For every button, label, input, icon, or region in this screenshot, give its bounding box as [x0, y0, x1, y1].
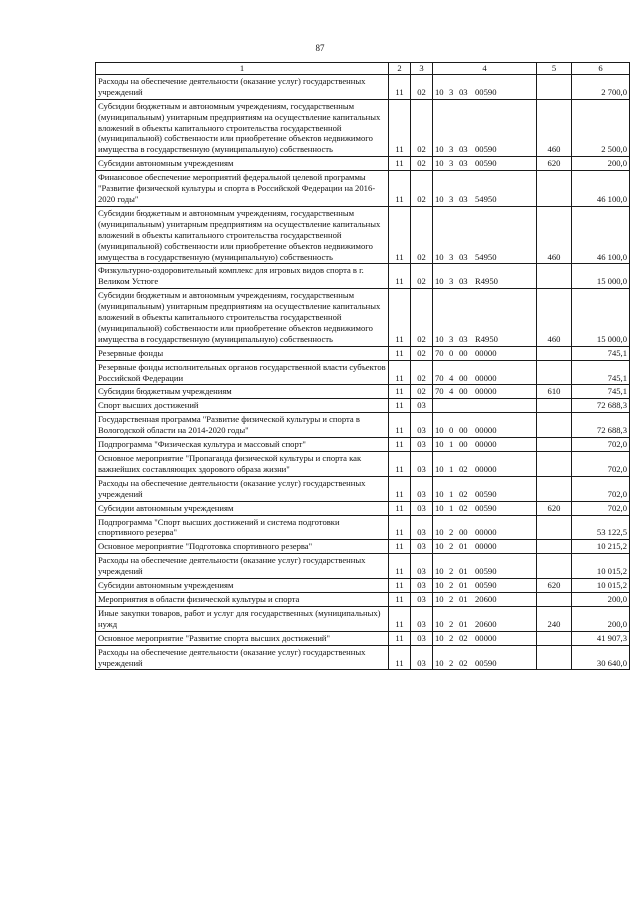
row-target-article — [433, 74, 537, 99]
row-expense-type — [537, 452, 572, 477]
row-subsection: 02 — [411, 99, 433, 157]
row-name: Основное мероприятие "Развитие спорта высших достижений" — [96, 631, 389, 645]
row-section: 11 — [389, 360, 411, 385]
target-article-part: 10 — [435, 463, 444, 474]
target-article-part: 3 — [449, 193, 454, 204]
row-section: 11 — [389, 264, 411, 289]
target-article-part: 00000 — [475, 632, 497, 643]
row-name: Резервные фонды — [96, 346, 389, 360]
row-subsection: 03 — [411, 645, 433, 670]
target-article-part: 10 — [435, 527, 444, 538]
table-row — [96, 385, 630, 399]
row-expense-type — [537, 264, 572, 289]
target-article-part: 10 — [435, 86, 444, 97]
target-article-part: 00000 — [475, 541, 497, 552]
row-expense-type — [537, 645, 572, 670]
page-number: 87 — [315, 43, 325, 53]
target-article-part: 10 — [435, 566, 444, 577]
target-article-part: 54950 — [475, 251, 497, 262]
target-article-part: 03 — [459, 193, 468, 204]
target-article-part: 02 — [459, 502, 468, 513]
table-row — [96, 99, 630, 157]
target-article-part: 2 — [449, 566, 454, 577]
target-article-part: 02 — [459, 463, 468, 474]
target-article-part: 00590 — [475, 580, 497, 591]
table-row — [96, 501, 630, 515]
target-article-part: 01 — [459, 580, 468, 591]
table-row — [96, 645, 630, 670]
target-article-part: 3 — [449, 144, 454, 155]
table-row — [96, 606, 630, 631]
row-expense-type — [537, 476, 572, 501]
row-subsection: 02 — [411, 360, 433, 385]
row-section: 11 — [389, 554, 411, 579]
row-target-article — [433, 413, 537, 438]
target-article-part: 10 — [435, 618, 444, 629]
target-article-part: 10 — [435, 488, 444, 499]
row-section: 11 — [389, 606, 411, 631]
row-section: 11 — [389, 452, 411, 477]
target-article-part: 00590 — [475, 144, 497, 155]
target-article-part: 00590 — [475, 502, 497, 513]
row-sum: 10 215,2 — [572, 540, 630, 554]
row-target-article — [433, 438, 537, 452]
target-article-part: 00590 — [475, 566, 497, 577]
row-section: 11 — [389, 206, 411, 264]
target-article-part: 00 — [459, 372, 468, 383]
row-section: 11 — [389, 438, 411, 452]
row-sum: 10 015,2 — [572, 554, 630, 579]
row-target-article — [433, 476, 537, 501]
target-article-part: 1 — [449, 463, 454, 474]
target-article-part: 01 — [459, 566, 468, 577]
target-article-part: 10 — [435, 276, 444, 287]
row-name: Субсидии бюджетным учреждениям — [96, 385, 389, 399]
row-sum: 2 500,0 — [572, 99, 630, 157]
target-article-part: 10 — [435, 251, 444, 262]
row-target-article — [433, 515, 537, 540]
target-article-part: 1 — [449, 439, 454, 450]
row-expense-type — [537, 346, 572, 360]
row-subsection: 03 — [411, 476, 433, 501]
target-article-part: 54950 — [475, 193, 497, 204]
target-article-part: 03 — [459, 144, 468, 155]
target-article-part: 3 — [449, 86, 454, 97]
row-subsection: 03 — [411, 540, 433, 554]
target-article-part: 4 — [449, 372, 454, 383]
target-article-part: 00000 — [475, 463, 497, 474]
target-article-part: 00 — [459, 527, 468, 538]
row-name: Субсидии автономным учреждениям — [96, 157, 389, 171]
row-expense-type — [537, 592, 572, 606]
row-name: Расходы на обеспечение деятельности (оказание услуг) государственных учреждений — [96, 74, 389, 99]
row-section: 11 — [389, 515, 411, 540]
row-subsection: 03 — [411, 438, 433, 452]
row-target-article — [433, 540, 537, 554]
target-article-part: 02 — [459, 632, 468, 643]
row-subsection: 02 — [411, 264, 433, 289]
row-name: Расходы на обеспечение деятельности (оказание услуг) государственных учреждений — [96, 476, 389, 501]
row-target-article — [433, 385, 537, 399]
target-article-part: 01 — [459, 541, 468, 552]
target-article-part: 00000 — [475, 439, 497, 450]
budget-table — [95, 62, 630, 670]
row-target-article — [433, 206, 537, 264]
row-expense-type — [537, 438, 572, 452]
row-name: Основное мероприятие "Пропаганда физической культуры и спорта как важнейших составляющих здорового образа жизни" — [96, 452, 389, 477]
target-article-part: 00 — [459, 439, 468, 450]
row-sum: 10 015,2 — [572, 579, 630, 593]
column-number: 1 — [96, 63, 389, 75]
target-article-part: 10 — [435, 593, 444, 604]
row-expense-type: 620 — [537, 501, 572, 515]
row-section: 11 — [389, 74, 411, 99]
target-article-part: 00590 — [475, 488, 497, 499]
row-target-article — [433, 399, 537, 413]
row-name: Финансовое обеспечение мероприятий федеральной целевой программы "Развитие физической культуры и спорта в Российской Федерации на 2016-2020 годы" — [96, 171, 389, 207]
table-row — [96, 157, 630, 171]
row-subsection: 02 — [411, 289, 433, 347]
row-expense-type — [537, 631, 572, 645]
row-expense-type: 460 — [537, 289, 572, 347]
column-number: 4 — [433, 63, 537, 75]
row-target-article — [433, 631, 537, 645]
table-row — [96, 592, 630, 606]
row-target-article — [433, 99, 537, 157]
table-row — [96, 554, 630, 579]
row-target-article — [433, 501, 537, 515]
target-article-part: 1 — [449, 488, 454, 499]
row-target-article — [433, 592, 537, 606]
row-name: Иные закупки товаров, работ и услуг для государственных (муниципальных) нужд — [96, 606, 389, 631]
row-sum: 53 122,5 — [572, 515, 630, 540]
target-article-part: 2 — [449, 580, 454, 591]
row-name: Мероприятия в области физической культуры и спорта — [96, 592, 389, 606]
row-name: Субсидии автономным учреждениям — [96, 579, 389, 593]
row-subsection: 02 — [411, 74, 433, 99]
row-name: Расходы на обеспечение деятельности (оказание услуг) государственных учреждений — [96, 645, 389, 670]
table-row — [96, 438, 630, 452]
target-article-part: 03 — [459, 86, 468, 97]
table-row — [96, 171, 630, 207]
target-article-part: 00 — [459, 347, 468, 358]
row-sum: 702,0 — [572, 438, 630, 452]
row-sum: 46 100,0 — [572, 206, 630, 264]
target-article-part: 10 — [435, 425, 444, 436]
row-name: Основное мероприятие "Подготовка спортивного резерва" — [96, 540, 389, 554]
target-article-part: 10 — [435, 144, 444, 155]
row-expense-type — [537, 74, 572, 99]
row-target-article — [433, 171, 537, 207]
row-subsection: 03 — [411, 606, 433, 631]
row-sum: 702,0 — [572, 452, 630, 477]
row-expense-type: 240 — [537, 606, 572, 631]
target-article-part: 0 — [449, 347, 454, 358]
row-expense-type: 460 — [537, 99, 572, 157]
target-article-part: 03 — [459, 158, 468, 169]
row-sum: 745,1 — [572, 360, 630, 385]
row-expense-type — [537, 360, 572, 385]
row-name: Подпрограмма "Физическая культура и массовый спорт" — [96, 438, 389, 452]
row-target-article — [433, 579, 537, 593]
target-article-part: 10 — [435, 502, 444, 513]
target-article-part: R4950 — [475, 276, 498, 287]
row-subsection: 03 — [411, 592, 433, 606]
target-article-part: 70 — [435, 347, 444, 358]
target-article-part: 4 — [449, 386, 454, 397]
row-subsection: 02 — [411, 157, 433, 171]
column-number: 5 — [537, 63, 572, 75]
target-article-part: 00000 — [475, 527, 497, 538]
row-section: 11 — [389, 289, 411, 347]
target-article-part: 3 — [449, 251, 454, 262]
row-target-article — [433, 157, 537, 171]
target-article-part: 00000 — [475, 386, 497, 397]
row-sum: 30 640,0 — [572, 645, 630, 670]
target-article-part: 10 — [435, 657, 444, 668]
target-article-part: 2 — [449, 618, 454, 629]
column-number-row — [96, 63, 630, 75]
row-target-article — [433, 264, 537, 289]
row-expense-type: 610 — [537, 385, 572, 399]
target-article-part: 10 — [435, 158, 444, 169]
row-subsection: 03 — [411, 399, 433, 413]
target-article-part: 00590 — [475, 158, 497, 169]
table-row — [96, 579, 630, 593]
target-article-part: 10 — [435, 541, 444, 552]
row-sum: 72 688,3 — [572, 399, 630, 413]
row-section: 11 — [389, 99, 411, 157]
column-number: 6 — [572, 63, 630, 75]
target-article-part: 01 — [459, 593, 468, 604]
row-subsection: 02 — [411, 385, 433, 399]
row-subsection: 03 — [411, 413, 433, 438]
target-article-part: 00 — [459, 425, 468, 436]
row-expense-type — [537, 171, 572, 207]
row-expense-type: 460 — [537, 206, 572, 264]
row-sum: 200,0 — [572, 606, 630, 631]
target-article-part: 20600 — [475, 593, 497, 604]
row-name: Расходы на обеспечение деятельности (оказание услуг) государственных учреждений — [96, 554, 389, 579]
row-target-article — [433, 554, 537, 579]
target-article-part: 10 — [435, 193, 444, 204]
row-name: Субсидии бюджетным и автономным учреждениям, государственным (муниципальным) унитарным предприятиям на осуществление капитальных вложений в объекты капитального строительства государственной (муниципальной) собственности или приобретение объектов недвижимого имущества в государственную (муниципальную) собственность — [96, 206, 389, 264]
table-row — [96, 540, 630, 554]
target-article-part: 0 — [449, 425, 454, 436]
target-article-part: 2 — [449, 593, 454, 604]
table-row — [96, 476, 630, 501]
target-article-part: 02 — [459, 657, 468, 668]
target-article-part: 00590 — [475, 86, 497, 97]
row-subsection: 03 — [411, 631, 433, 645]
row-section: 11 — [389, 346, 411, 360]
row-section: 11 — [389, 171, 411, 207]
table-row — [96, 206, 630, 264]
row-sum: 745,1 — [572, 385, 630, 399]
row-expense-type — [537, 413, 572, 438]
table-row — [96, 399, 630, 413]
row-name: Субсидии автономным учреждениям — [96, 501, 389, 515]
row-target-article — [433, 346, 537, 360]
row-target-article — [433, 452, 537, 477]
row-subsection: 03 — [411, 554, 433, 579]
target-article-part: 10 — [435, 580, 444, 591]
row-expense-type: 620 — [537, 579, 572, 593]
table-body — [96, 63, 630, 670]
target-article-part: 00000 — [475, 425, 497, 436]
target-article-part: 2 — [449, 527, 454, 538]
column-number: 3 — [411, 63, 433, 75]
target-article-part: 2 — [449, 632, 454, 643]
row-target-article — [433, 360, 537, 385]
target-article-part: 10 — [435, 439, 444, 450]
row-section: 11 — [389, 476, 411, 501]
row-target-article — [433, 645, 537, 670]
target-article-part: 3 — [449, 333, 454, 344]
row-section: 11 — [389, 592, 411, 606]
row-section: 11 — [389, 157, 411, 171]
row-subsection: 03 — [411, 515, 433, 540]
row-sum: 200,0 — [572, 157, 630, 171]
row-sum: 2 700,0 — [572, 74, 630, 99]
row-sum: 41 907,3 — [572, 631, 630, 645]
row-target-article — [433, 606, 537, 631]
table-row — [96, 631, 630, 645]
row-section: 11 — [389, 540, 411, 554]
row-name: Резервные фонды исполнительных органов государственной власти субъектов Российской Федерации — [96, 360, 389, 385]
target-article-part: R4950 — [475, 333, 498, 344]
target-article-part: 01 — [459, 618, 468, 629]
row-expense-type — [537, 399, 572, 413]
row-subsection: 03 — [411, 579, 433, 593]
target-article-part: 3 — [449, 158, 454, 169]
row-target-article — [433, 289, 537, 347]
row-sum: 15 000,0 — [572, 264, 630, 289]
column-number: 2 — [389, 63, 411, 75]
target-article-part: 10 — [435, 632, 444, 643]
target-article-part: 03 — [459, 251, 468, 262]
row-name: Физкультурно-оздоровительный комплекс для игровых видов спорта в г. Великом Устюге — [96, 264, 389, 289]
row-subsection: 02 — [411, 171, 433, 207]
target-article-part: 02 — [459, 488, 468, 499]
row-expense-type — [537, 554, 572, 579]
target-article-part: 70 — [435, 386, 444, 397]
target-article-part: 70 — [435, 372, 444, 383]
row-subsection: 02 — [411, 206, 433, 264]
row-section: 11 — [389, 399, 411, 413]
row-sum: 46 100,0 — [572, 171, 630, 207]
row-section: 11 — [389, 579, 411, 593]
target-article-part: 20600 — [475, 618, 497, 629]
table-row — [96, 515, 630, 540]
target-article-part: 00000 — [475, 347, 497, 358]
target-article-part: 2 — [449, 657, 454, 668]
row-name: Спорт высших достижений — [96, 399, 389, 413]
row-subsection: 03 — [411, 501, 433, 515]
row-section: 11 — [389, 385, 411, 399]
table-row — [96, 74, 630, 99]
target-article-part: 1 — [449, 502, 454, 513]
row-section: 11 — [389, 413, 411, 438]
row-expense-type: 620 — [537, 157, 572, 171]
table-row — [96, 452, 630, 477]
table-row — [96, 264, 630, 289]
row-name: Субсидии бюджетным и автономным учреждениям, государственным (муниципальным) унитарным предприятиям на осуществление капитальных вложений в объекты капитального строительства государственной (муниципальной) собственности или приобретение объектов недвижимого имущества в государственную (муниципальную) собственность — [96, 289, 389, 347]
target-article-part: 03 — [459, 333, 468, 344]
target-article-part: 2 — [449, 541, 454, 552]
row-section: 11 — [389, 501, 411, 515]
row-expense-type — [537, 540, 572, 554]
row-section: 11 — [389, 645, 411, 670]
row-sum: 72 688,3 — [572, 413, 630, 438]
table-row — [96, 289, 630, 347]
table-row — [96, 346, 630, 360]
row-expense-type — [537, 515, 572, 540]
target-article-part: 00000 — [475, 372, 497, 383]
target-article-part: 3 — [449, 276, 454, 287]
row-name: Подпрограмма "Спорт высших достижений и система подготовки спортивного резерва" — [96, 515, 389, 540]
row-subsection: 03 — [411, 452, 433, 477]
row-sum: 200,0 — [572, 592, 630, 606]
target-article-part: 00 — [459, 386, 468, 397]
target-article-part: 10 — [435, 333, 444, 344]
table-row — [96, 413, 630, 438]
row-sum: 15 000,0 — [572, 289, 630, 347]
target-article-part: 00590 — [475, 657, 497, 668]
row-name: Государственная программа "Развитие физической культуры и спорта в Вологодской области на 2014-2020 годы" — [96, 413, 389, 438]
row-sum: 745,1 — [572, 346, 630, 360]
row-section: 11 — [389, 631, 411, 645]
row-name: Субсидии бюджетным и автономным учреждениям, государственным (муниципальным) унитарным предприятиям на осуществление капитальных вложений в объекты капитального строительства государственной (муниципальной) собственности или приобретение объектов недвижимого имущества в государственную (муниципальную) собственность — [96, 99, 389, 157]
target-article-part: 03 — [459, 276, 468, 287]
row-subsection: 02 — [411, 346, 433, 360]
row-sum: 702,0 — [572, 476, 630, 501]
row-sum: 702,0 — [572, 501, 630, 515]
table-row — [96, 360, 630, 385]
